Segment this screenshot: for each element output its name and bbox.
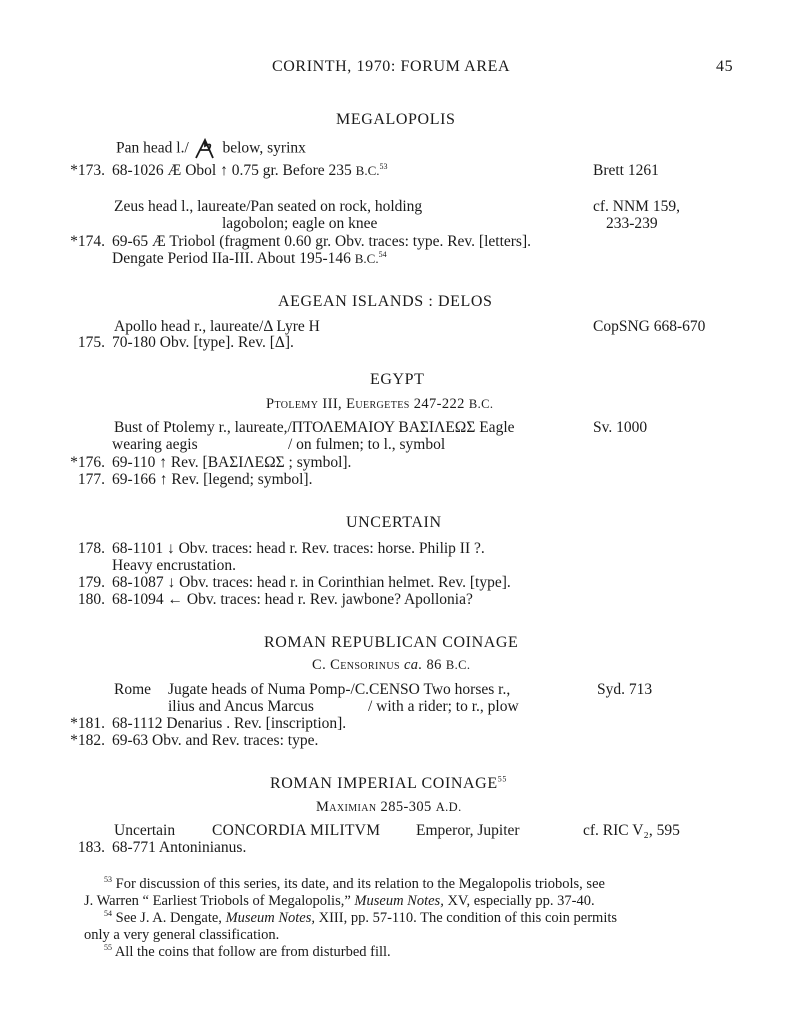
entry-183: 68-771 Antoninianus. — [112, 839, 247, 856]
era-label: B.C. — [468, 397, 494, 411]
era-label: B.C. — [354, 251, 379, 266]
entry-number: 178. — [77, 540, 105, 557]
subheading-egypt — [266, 396, 493, 413]
imperial-type: Emperor, Jupiter — [416, 822, 520, 839]
heading-delos: AEGEAN ISLANDS : DELOS — [278, 293, 493, 310]
entry-178-line2: Heavy encrustation. — [112, 557, 236, 574]
reference-type2: cf. NNM 159, — [593, 198, 680, 215]
entry-173 — [112, 162, 388, 180]
mint-uncertain: Uncertain — [114, 822, 176, 839]
entry-number: 175. — [77, 334, 105, 351]
entry-174-line2 — [112, 250, 387, 268]
mint-rome: Rome — [114, 681, 152, 698]
entry-number: *174. — [70, 233, 105, 250]
footnote-mark: 55 — [104, 943, 112, 953]
entry-178-line1: 68-1101 ↓ Obv. traces: head r. Rev. traces: horse. Philip II ?. — [112, 540, 485, 557]
entry-177: 69-166 ↑ Rev. [legend; symbol]. — [112, 471, 313, 488]
entry-number: *173. — [70, 162, 105, 179]
entry-174-text: Dengate Period IIa-III. About 195-146 — [112, 250, 351, 267]
heading-uncertain: UNCERTAIN — [346, 514, 442, 531]
egypt-type-line1: Bust of Ptolemy r., laureate,/ΠΤΟΛΕΜΑΙΟΥ ΒΑΣΙΛΕΩΣ Eagle — [114, 419, 515, 436]
footnote-54-part: XIII, pp. 57-110. The condition of this coin permits — [318, 910, 618, 926]
reference-delos: CopSNG 668-670 — [593, 318, 706, 335]
footnote-ref: 53 — [379, 161, 388, 171]
footnote-53-journal: Museum Notes, — [354, 893, 444, 909]
era-label: A.D. — [435, 800, 462, 814]
entry-number: 177. — [77, 471, 105, 488]
reference-imperial: cf. RIC V₂, 595 — [583, 822, 680, 839]
monogram-icon — [193, 138, 219, 160]
entry-175: 70-180 Obv. [type]. Rev. [Δ]. — [112, 334, 294, 351]
entry-174-line1: 69-65 Æ Triobol (fragment 0.60 gr. Obv. traces: type. Rev. [letters]. — [112, 233, 531, 250]
footnote-55-text: All the coins that follow are from disturbed fill. — [114, 944, 391, 960]
footnote-ref: 55 — [497, 774, 507, 784]
entry-179: 68-1087 ↓ Obv. traces: head r. in Corinthian helmet. Rev. [type]. — [112, 574, 511, 591]
republican-type-line2a: ilius and Ancus Marcus — [168, 698, 314, 715]
footnote-53-part: XV, especially pp. 37-40. — [447, 893, 595, 909]
egypt-type-line2a: wearing aegis — [112, 436, 198, 453]
entry-number: 180. — [77, 591, 105, 608]
reference-republican: Syd. 713 — [597, 681, 653, 698]
footnote-54 — [104, 910, 617, 927]
reference-egypt: Sv. 1000 — [593, 419, 648, 436]
era-label: B.C. — [445, 658, 471, 672]
ruler-name: Ptolemy III, Euergetes 247-222 — [266, 396, 465, 412]
footnote-53-line1: For discussion of this series, its date, and its relation to the Megalopolis triobols, see — [115, 876, 605, 892]
entry-number: 179. — [77, 574, 105, 591]
megalopolis-type1 — [116, 138, 306, 160]
megalopolis-type1-post: below, syrinx — [222, 139, 306, 157]
year-label: 86 — [426, 657, 442, 673]
footnote-ref: 54 — [378, 249, 387, 259]
heading-egypt: EGYPT — [370, 371, 425, 388]
imperial-legend: CONCORDIA MILITVM — [212, 822, 381, 839]
republican-type-line2b: / with a rider; to r., plow — [368, 698, 519, 715]
running-head: CORINTH, 1970: FORUM AREA — [272, 58, 511, 75]
megalopolis-type2-line1: Zeus head l., laureate/Pan seated on rock, holding — [114, 198, 423, 215]
entry-number: *182. — [70, 732, 105, 749]
era-label: B.C. — [355, 163, 380, 178]
footnote-53-part: J. Warren “ Earliest Triobols of Megalopolis,” — [84, 893, 351, 909]
footnote-mark: 54 — [104, 909, 112, 919]
entry-number: 183. — [77, 839, 105, 856]
delos-type: Apollo head r., laureate/Δ Lyre H — [114, 318, 320, 335]
moneyer-name: C. Censorinus — [312, 657, 400, 673]
emperor-name: Maximian 285-305 — [316, 799, 432, 815]
entry-number: *176. — [70, 454, 105, 471]
circa-label: ca. — [403, 657, 423, 673]
footnote-53 — [104, 876, 605, 893]
footnote-54-line2: only a very general classification. — [84, 927, 280, 943]
egypt-type-line2b: / on fulmen; to l., symbol — [288, 436, 446, 453]
footnote-55 — [104, 944, 391, 961]
entry-182: 69-63 Obv. and Rev. traces: type. — [112, 732, 319, 749]
footnote-mark: 53 — [104, 875, 112, 885]
footnote-54-journal: Museum Notes, — [225, 910, 315, 926]
page-number: 45 — [716, 58, 734, 75]
heading-imperial-text: ROMAN IMPERIAL COINAGE — [270, 775, 498, 792]
footnote-54-part: See J. A. Dengate, — [115, 910, 222, 926]
reference-type2-cont: 233-239 — [606, 215, 658, 232]
megalopolis-type1-pre: Pan head l./ — [116, 139, 189, 157]
entry-173-text: 68-1026 Æ Obol ↑ 0.75 gr. Before 235 — [112, 162, 352, 179]
republican-type-line1: Jugate heads of Numa Pomp-/C.CENSO Two horses r., — [168, 681, 511, 698]
footnote-53-line2 — [84, 893, 595, 910]
heading-imperial — [270, 775, 507, 793]
subheading-imperial — [316, 799, 462, 816]
entry-180: 68-1094 ← Obv. traces: head r. Rev. jawbone? Apollonia? — [112, 591, 473, 608]
heading-republican: ROMAN REPUBLICAN COINAGE — [264, 634, 519, 651]
subheading-republican — [312, 657, 470, 674]
reference-173: Brett 1261 — [593, 162, 659, 179]
heading-megalopolis: MEGALOPOLIS — [336, 111, 456, 128]
megalopolis-type2-line2: lagobolon; eagle on knee — [222, 215, 378, 232]
entry-176: 69-110 ↑ Rev. [ΒΑΣΙΛΕΩΣ ; symbol]. — [112, 454, 352, 471]
entry-number: *181. — [70, 715, 105, 732]
entry-181: 68-1112 Denarius . Rev. [inscription]. — [112, 715, 347, 732]
